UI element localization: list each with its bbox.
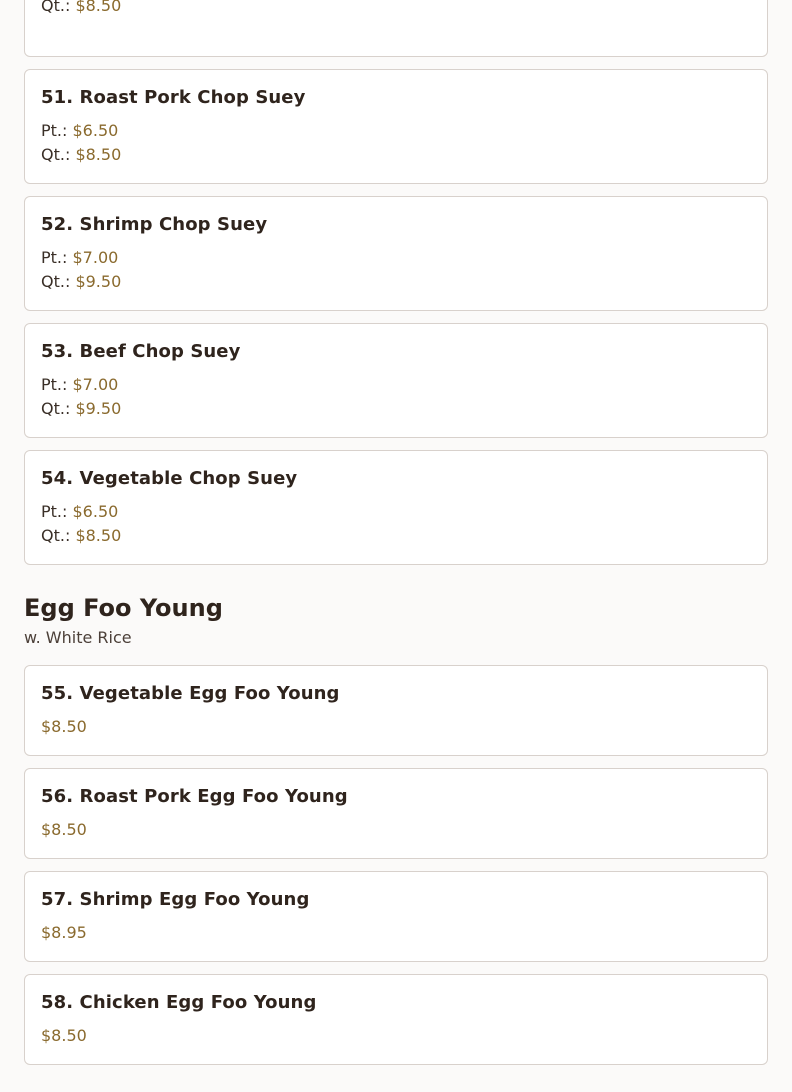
quart-price-line [41,143,751,167]
pint-price: $7.00 [72,375,119,394]
menu-item-title: 51. Roast Pork Chop Suey [41,87,306,108]
egg-foo-young-section [24,593,768,1065]
item-price: $8.50 [41,717,87,736]
pint-price: $6.50 [72,502,119,521]
quart-price: $8.50 [75,526,122,545]
menu-item-card[interactable] [24,871,768,962]
quart-price: $8.50 [75,145,122,164]
pint-price: $7.00 [72,248,119,267]
menu-item-title: 56. Roast Pork Egg Foo Young [41,786,348,807]
price-line [41,818,751,842]
quart-label: Qt.: [41,0,71,15]
menu-item-title: 55. Vegetable Egg Foo Young [41,683,340,704]
quart-price-line [41,524,751,548]
menu-item-title: 54. Vegetable Chop Suey [41,468,298,489]
section-header [24,593,768,649]
menu-item-card[interactable] [24,323,768,438]
menu-item-title: 53. Beef Chop Suey [41,341,241,362]
section-subtitle: w. White Rice [24,628,132,647]
menu-item-card[interactable] [24,450,768,565]
quart-label: Qt.: [41,399,71,418]
quart-price: $9.50 [75,272,122,291]
pint-price-line [41,500,751,524]
item-price: $8.95 [41,923,87,942]
menu-page [24,0,768,1077]
quart-price-line [41,397,751,421]
price-line [41,1024,751,1048]
price-line [41,715,751,739]
pint-label: Pt.: [41,502,68,521]
menu-item-card[interactable] [24,196,768,311]
pint-label: Pt.: [41,248,68,267]
menu-item-card[interactable] [24,768,768,859]
menu-item-title: 58. Chicken Egg Foo Young [41,992,317,1013]
pint-label: Pt.: [41,375,68,394]
pint-price: $6.50 [72,121,119,140]
menu-item-card[interactable] [24,974,768,1065]
pint-price-line [41,246,751,270]
chop-suey-section [24,0,768,565]
quart-price: $9.50 [75,399,122,418]
menu-item-card[interactable] [24,0,768,57]
quart-label: Qt.: [41,272,71,291]
menu-item-title: 57. Shrimp Egg Foo Young [41,889,310,910]
menu-item-card[interactable] [24,665,768,756]
item-price: $8.50 [41,1026,87,1045]
quart-price: $8.50 [75,0,122,15]
quart-label: Qt.: [41,526,71,545]
quart-price-line [41,270,751,294]
item-price: $8.50 [41,820,87,839]
section-title: Egg Foo Young [24,594,223,622]
pint-label: Pt.: [41,121,68,140]
pint-price-line [41,373,751,397]
price-line [41,921,751,945]
pint-price-line [41,119,751,143]
menu-item-title: 52. Shrimp Chop Suey [41,214,268,235]
menu-item-card[interactable] [24,69,768,184]
quart-label: Qt.: [41,145,71,164]
quart-price-line [41,0,751,18]
